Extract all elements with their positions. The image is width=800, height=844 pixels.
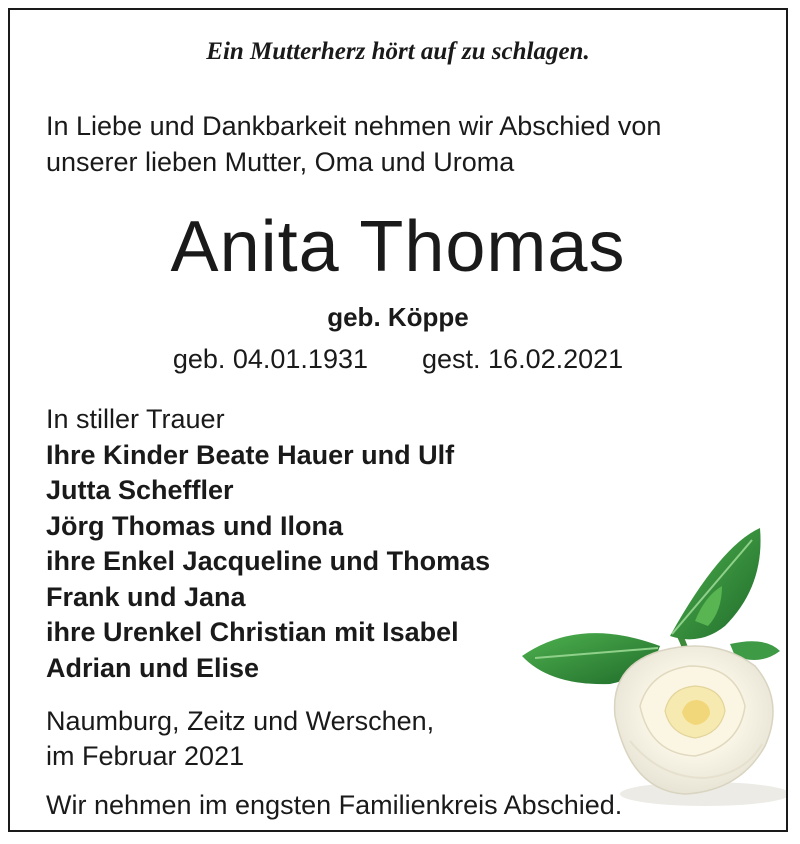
mourners-intro: In stiller Trauer <box>46 404 225 434</box>
place-line-2: im Februar 2021 <box>46 741 245 771</box>
intro-line-2: unserer lieben Mutter, Oma und Uroma <box>46 147 515 177</box>
mourner-line-2: Jutta Scheffler <box>46 475 234 505</box>
mourner-line-3: Jörg Thomas und Ilona <box>46 510 344 541</box>
maiden-name: geb. Köppe <box>327 302 469 332</box>
death-date: gest. 16.02.2021 <box>422 344 624 374</box>
mourner-line-4: ihre Enkel Jacqueline und Thomas <box>46 546 491 576</box>
mourners-list <box>46 402 566 686</box>
mourner-line-5: Frank und Jana <box>46 581 246 612</box>
closing-note: Wir nehmen im engsten Familienkreis Abschied. <box>46 790 623 820</box>
intro-text <box>46 108 766 180</box>
deceased-name: Anita Thomas <box>170 207 626 287</box>
birth-date: geb. 04.01.1931 <box>172 344 368 374</box>
place-and-date <box>46 704 434 774</box>
mourner-line-7: Adrian und Elise <box>46 652 260 683</box>
mourner-line-1: Ihre Kinder Beate Hauer und Ulf <box>46 439 455 470</box>
life-dates <box>10 344 786 375</box>
place-line-1: Naumburg, Zeitz und Werschen, <box>46 706 435 736</box>
intro-line-1: In Liebe und Dankbarkeit nehmen wir Abschied von <box>46 111 662 141</box>
obituary-notice <box>8 8 788 832</box>
mourner-line-6: ihre Urenkel Christian mit Isabel <box>46 617 459 647</box>
header-quote: Ein Mutterherz hört auf zu schlagen. <box>206 38 590 65</box>
